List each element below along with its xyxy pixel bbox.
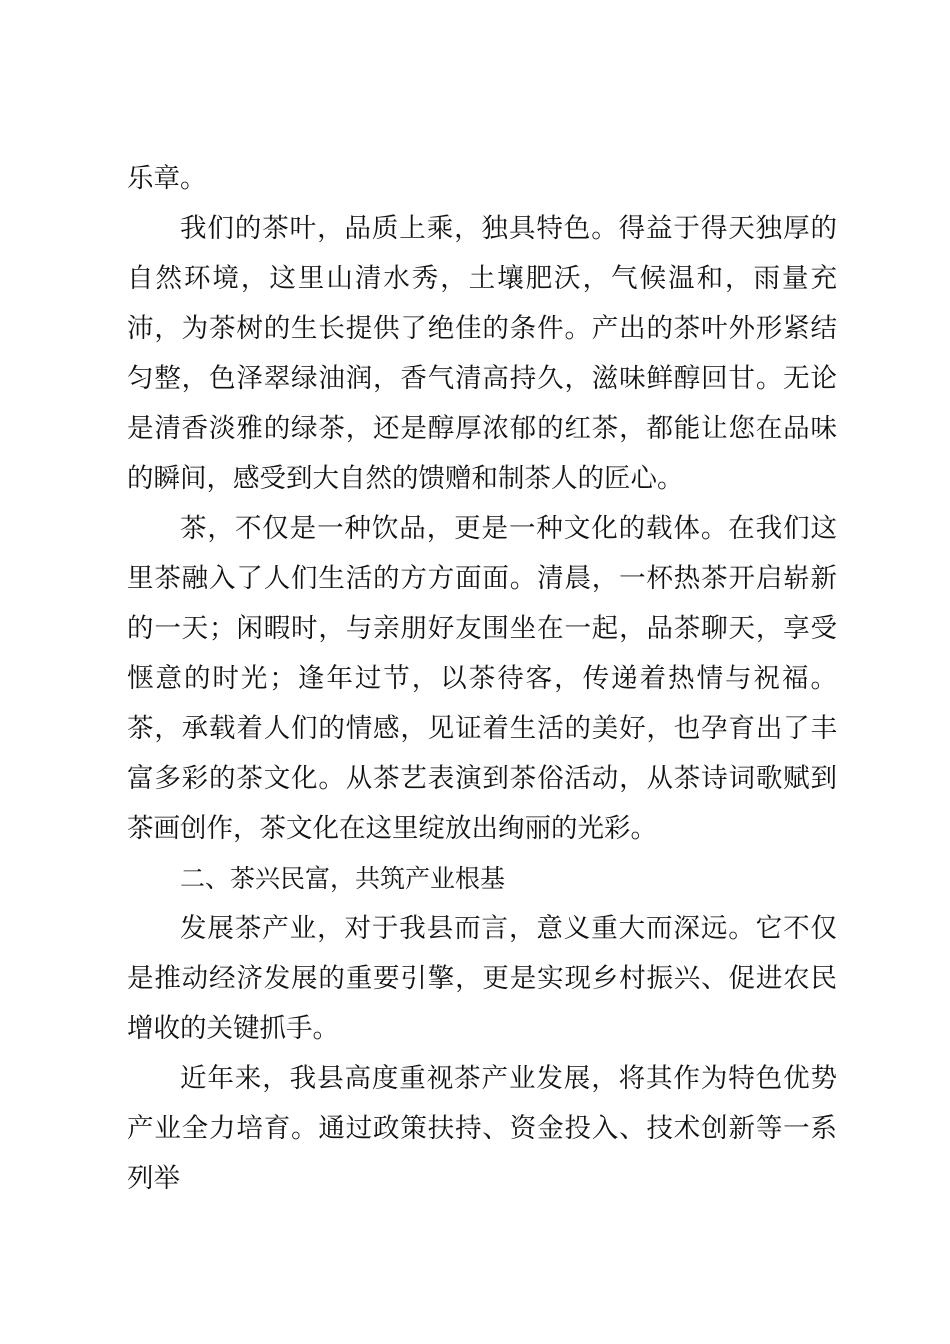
section-heading: 二、茶兴民富，共筑产业根基 [180, 864, 506, 893]
document-body [127, 154, 837, 1204]
paragraph-recent-years: 近年来，我县高度重视茶产业发展，将其作为特色优势产业全力培育。通过政策扶持、资金投入、技术创新等一系列举 [127, 1063, 837, 1194]
paragraph-continuation: 乐章。 [127, 163, 207, 194]
paragraph-tea-culture: 茶，不仅是一种饮品，更是一种文化的载体。在我们这里茶融入了人们生活的方方面面。清晨，一杯热茶开启崭新的一天；闲暇时，与亲朋好友围坐在一起，品茶聊天，享受惬意的时光；逢年过节，以茶待客，传递着热情与祝福。茶，承载着人们的情感，见证着生活的美好，也孕育出了丰富多彩的茶文化。从茶艺表演到茶俗活动，从茶诗词歌赋到茶画创作，茶文化在这里绽放出绚丽的光彩。 [127, 513, 837, 844]
paragraph-tea-quality: 我们的茶叶，品质上乘，独具特色。得益于得天独厚的自然环境，这里山清水秀，土壤肥沃，气候温和，雨量充沛，为茶树的生长提供了绝佳的条件。产出的茶叶外形紧结匀整，色泽翠绿油润，香气清高持久，滋味鲜醇回甘。无论是清香淡雅的绿茶，还是醇厚浓郁的红茶，都能让您在品味的瞬间，感受到大自然的馈赠和制茶人的匠心。 [127, 213, 837, 494]
paragraph-industry-significance: 发展茶产业，对于我县而言，意义重大而深远。它不仅是推动经济发展的重要引擎，更是实现乡村振兴、促进农民增收的关键抓手。 [127, 913, 837, 1044]
